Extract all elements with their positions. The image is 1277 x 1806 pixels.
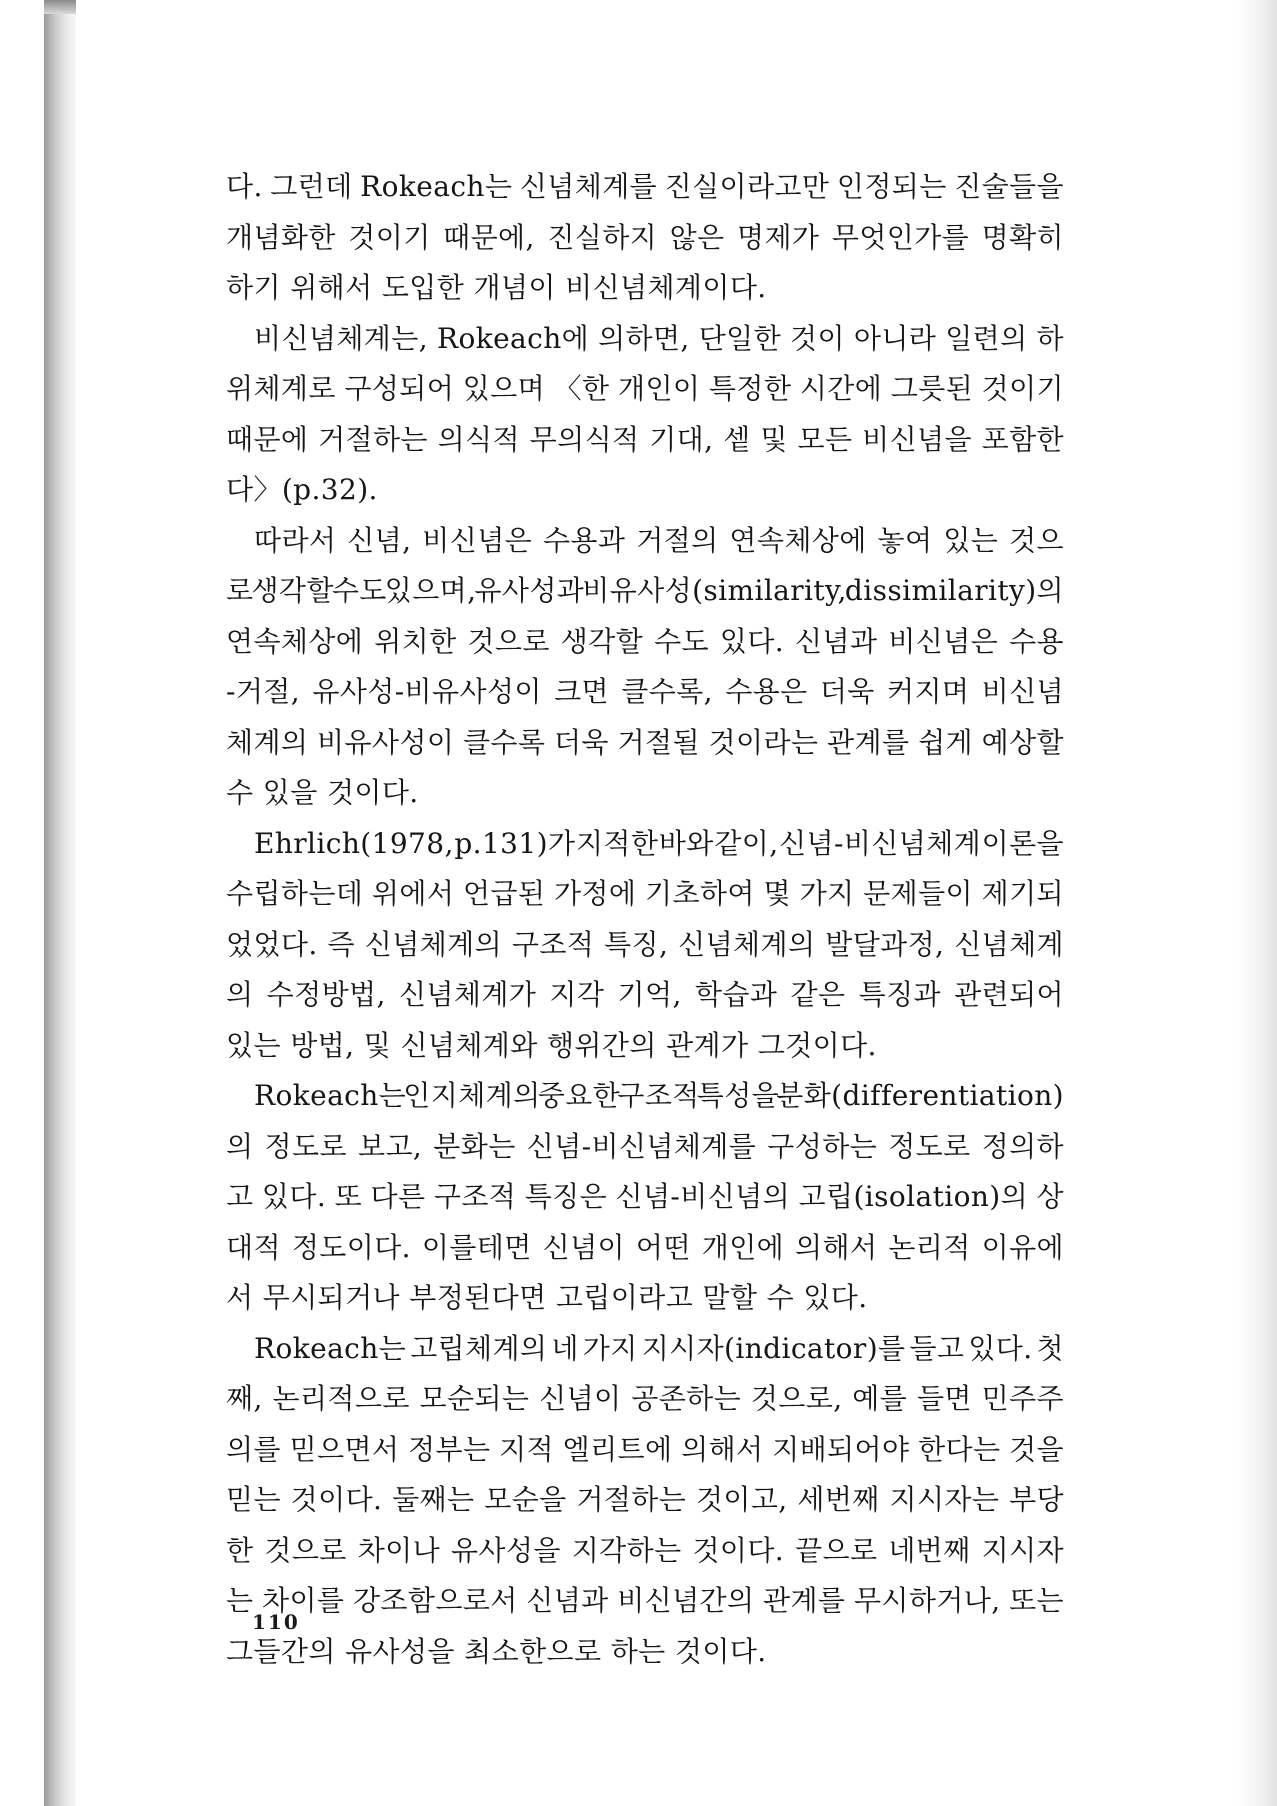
- text-line: 믿는 것이다. 둘째는 모순을 거절하는 것이고, 세번째 지시자는 부당: [226, 1483, 1064, 1516]
- text-line: Rokeach는 고립체계의 네 가지 지시자(indicator)를 들고 있다. 첫: [254, 1331, 1064, 1365]
- text-line: 서 무시되거나 부정된다면 고립이라고 말할 수 있다.: [226, 1281, 868, 1314]
- text-line: 는 차이를 강조함으로서 신념과 비신념간의 관계를 무시하거나, 또는: [226, 1584, 1064, 1617]
- text-line: 체계의 비유사성이 클수록 더욱 거절될 것이라는 관계를 쉽게 예상할: [226, 725, 1064, 759]
- text-line: 때문에 거절하는 의식적 무의식적 기대, 셑 및 모든 비신념을 포함한: [226, 422, 1064, 456]
- text-line: 었었다. 즉 신념체계의 구조적 특징, 신념체계의 발달과정, 신념체계: [226, 927, 1064, 961]
- text-line: Ehrlich(1978, p.131)가 지적한 바와 같이, 신념-비신념체계 이론을: [254, 826, 1064, 860]
- text-line: 연속체상에 위치한 것으로 생각할 수도 있다. 신념과 비신념은 수용: [226, 624, 1064, 658]
- text-line: 있는 방법, 및 신념체계와 행위간의 관계가 그것이다.: [226, 1028, 877, 1062]
- text-line: 개념화한 것이기 때문에, 진실하지 않은 명제가 무엇인가를 명확히: [226, 220, 1064, 254]
- text-line: 로 생각할 수도 있으며, 유사성과 비유사성(similarity, dissimilarity)의: [226, 574, 1064, 607]
- text-line: 고 있다. 또 다른 구조적 특징은 신념-비신념의 고립(isolation)의 상: [226, 1180, 1064, 1213]
- page-spine-shadow: [44, 0, 76, 1806]
- text-line: Rokeach는 인지체계의 중요한 구조적 특성을 분화(differentiation): [254, 1079, 1064, 1112]
- text-line: 그들간의 유사성을 최소한으로 하는 것이다.: [226, 1634, 767, 1668]
- body-text: [226, 162, 1064, 1677]
- text-line: 한 것으로 차이나 유사성을 지각하는 것이다. 끝으로 네번째 지시자: [226, 1533, 1064, 1567]
- page-number: 110: [252, 1610, 300, 1634]
- text-line: 비신념체계는, Rokeach에 의하면, 단일한 것이 아니라 일련의 하: [254, 321, 1064, 355]
- text-line: 의를 믿으면서 정부는 지적 엘리트에 의해서 지배되어야 한다는 것을: [226, 1432, 1064, 1466]
- text-line: 째, 논리적으로 모순되는 신념이 공존하는 것으로, 예를 들면 민주주: [226, 1382, 1064, 1415]
- text-line: 다〉(p.32).: [226, 473, 378, 506]
- paragraph: [226, 819, 1064, 1072]
- text-line: 대적 정도이다. 이를테면 신념이 어떤 개인에 의해서 논리적 이유에: [226, 1230, 1064, 1264]
- text-line: 의 정도로 보고, 분화는 신념-비신념체계를 구성하는 정도로 정의하: [226, 1129, 1064, 1163]
- paragraph: [226, 516, 1064, 819]
- page-right-edge: [1237, 0, 1277, 1806]
- text-line: 수 있을 것이다.: [226, 776, 419, 809]
- text-line: 수립하는데 위에서 언급된 가정에 기초하여 몇 가지 문제들이 제기되: [226, 877, 1064, 910]
- paragraph: [226, 314, 1064, 516]
- text-line: 하기 위해서 도입한 개념이 비신념체계이다.: [226, 271, 767, 304]
- text-line: 다. 그런데 Rokeach는 신념체계를 진실이라고만 인정되는 진술들을: [226, 170, 1064, 203]
- text-line: 위체계로 구성되어 있으며 〈한 개인이 특정한 시간에 그릇된 것이기: [226, 372, 1064, 405]
- text-line: -거절, 유사성-비유사성이 크면 클수록, 수용은 더욱 커지며 비신념: [226, 675, 1064, 708]
- text-line: 따라서 신념, 비신념은 수용과 거절의 연속체상에 놓여 있는 것으: [254, 523, 1064, 557]
- text-line: 의 수정방법, 신념체계가 지각 기억, 학습과 같은 특징과 관련되어: [226, 978, 1064, 1011]
- paragraph: [226, 1324, 1064, 1678]
- paragraph: [226, 1071, 1064, 1324]
- paragraph: [226, 162, 1064, 314]
